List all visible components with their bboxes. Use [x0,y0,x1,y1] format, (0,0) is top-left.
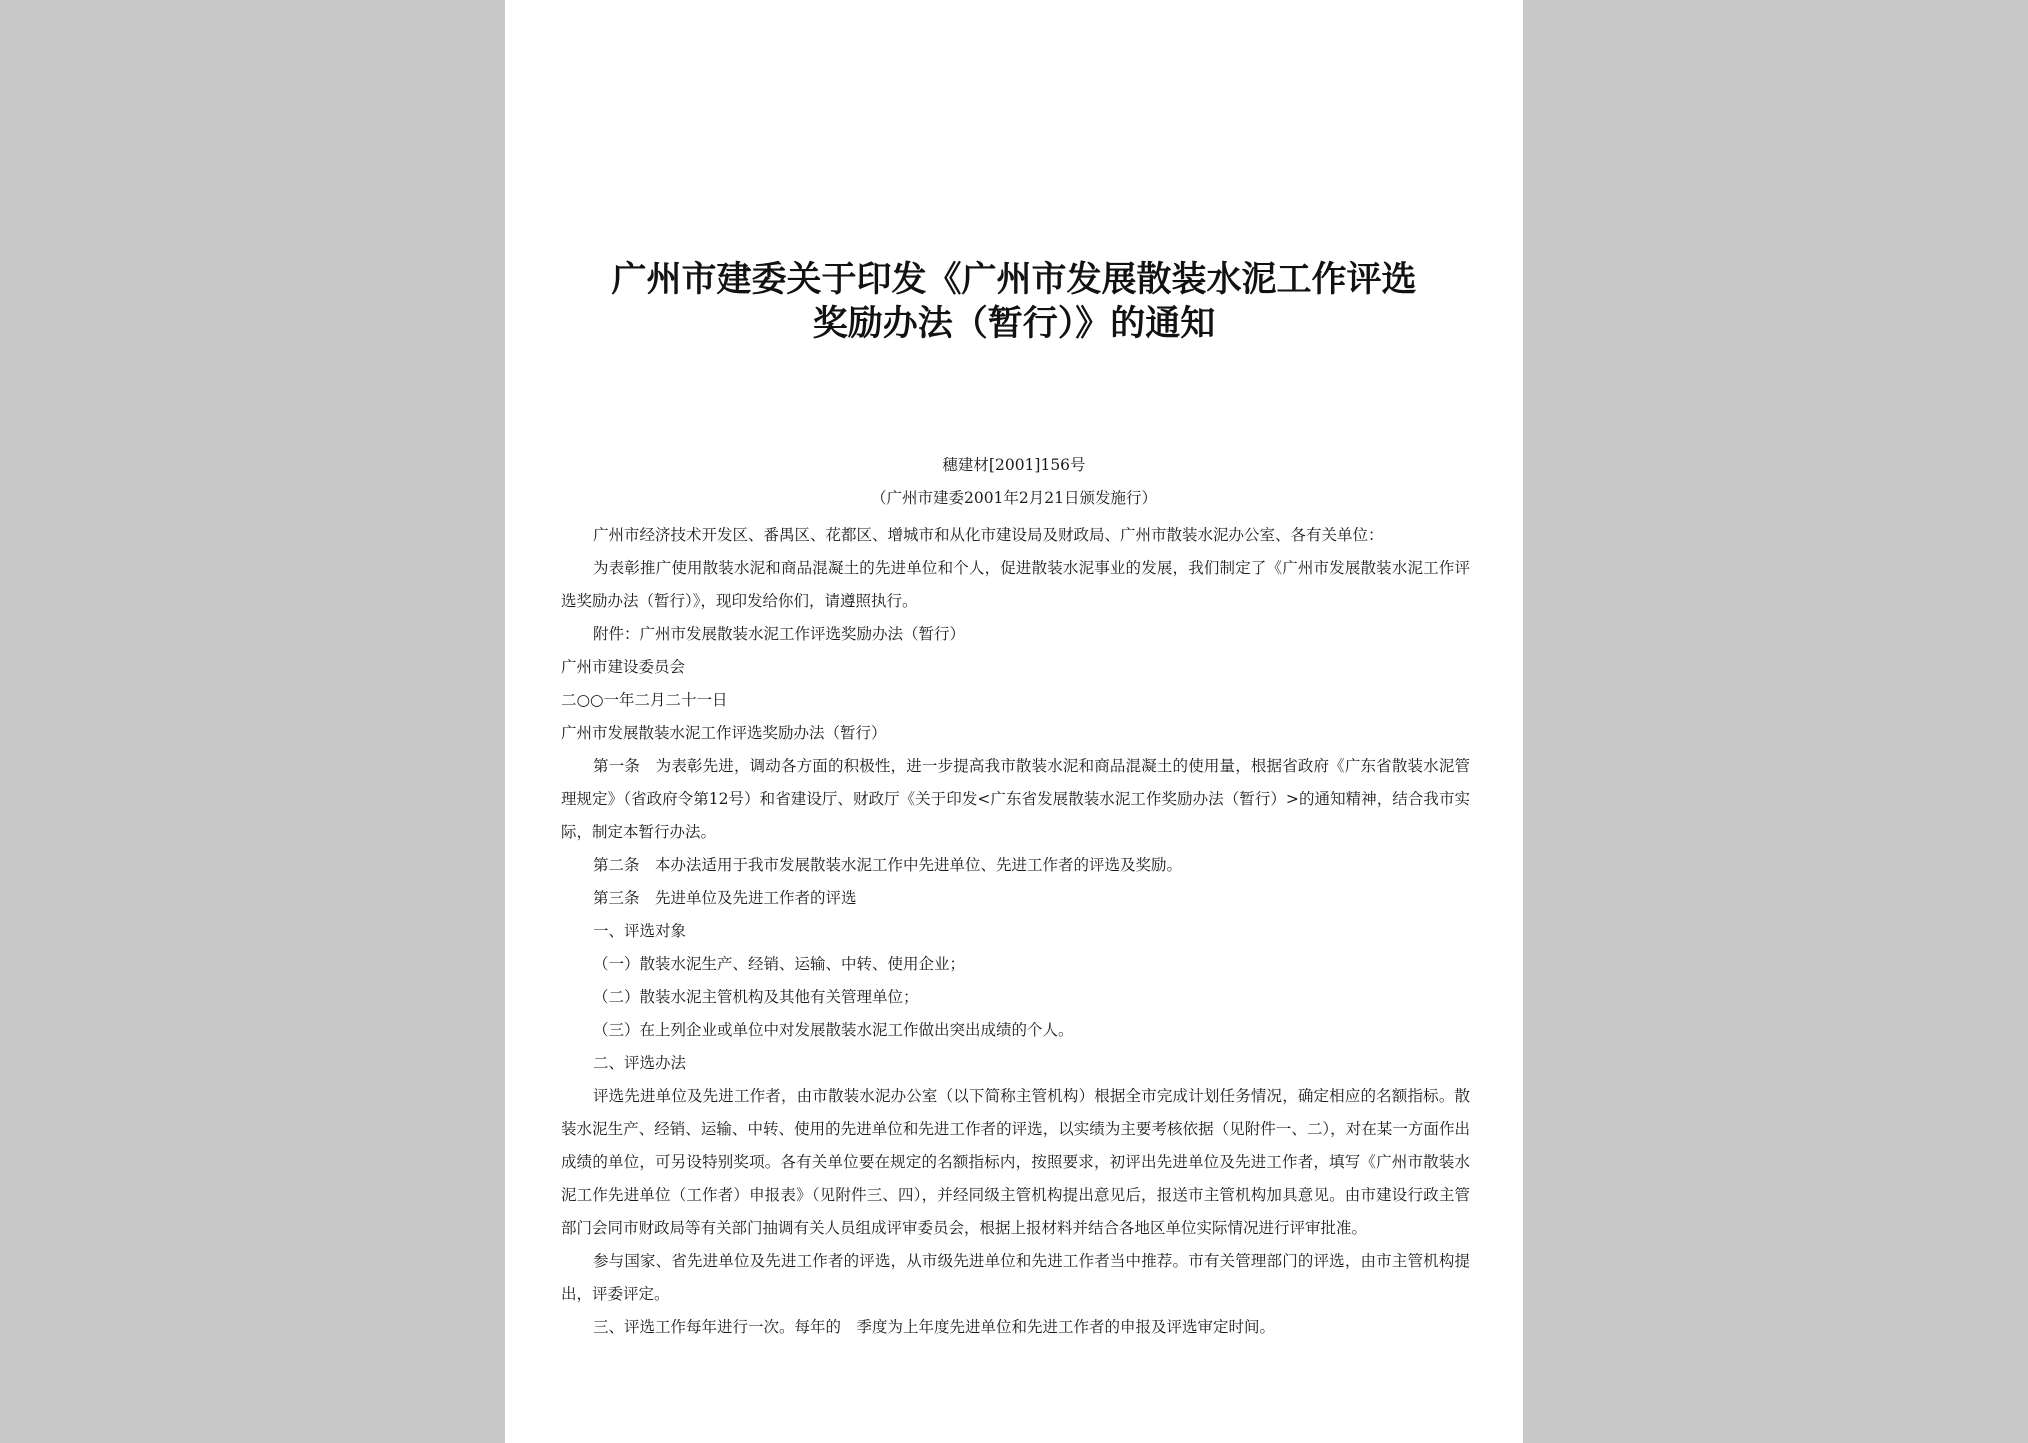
section-1-item-2: （二）散装水泥主管机构及其他有关管理单位； [593,988,919,1006]
issue-note: （广州市建委2001年2月21日颁发施行） [870,489,1158,507]
article-3: 第三条 先进单位及先进工作者的评选 [593,889,857,907]
intro-paragraph: 为表彰推广使用散装水泥和商品混凝土的先进单位和个人，促进散装水泥事业的发展，我们制定了《广州市发展散装水泥工作评选奖励办法（暂行）》，现印发给你们，请遵照执行。 [561,559,1470,610]
article-1: 第一条 为表彰先进，调动各方面的积极性，进一步提高我市散装水泥和商品混凝土的使用量，根据省政府《广东省散装水泥管理规定》（省政府令第12号）和省建设厅、财政厅《关于印发<广东省发展散装水泥工作奖励办法（暂行）>的通知精神，结合我市实际，制定本暂行办法。 [561,757,1470,841]
document-title [505,258,1523,346]
regulation-title: 广州市发展散装水泥工作评选奖励办法（暂行） [561,724,887,742]
document-body [561,519,1470,1344]
article-2: 第二条 本办法适用于我市发展散装水泥工作中先进单位、先进工作者的评选及奖励。 [593,856,1183,874]
section-2-paragraph-1: 评选先进单位及先进工作者，由市散装水泥办公室（以下简称主管机构）根据全市完成计划任务情况，确定相应的名额指标。散装水泥生产、经销、运输、中转、使用的先进单位和先进工作者的评选，以实绩为主要考核依据（见附件一、二），对在某一方面作出成绩的单位，可另设特别奖项。各有关单位要在规定的名额指标内，按照要求，初评出先进单位及先进工作者，填写《广州市散装水泥工作先进单位（工作者）申报表》（见附件三、四），并经同级主管机构提出意见后，报送市主管机构加具意见。由市建设行政主管部门会同市财政局等有关部门抽调有关人员组成评审委员会，根据上报材料并结合各地区单位实际情况进行评审批准。 [561,1087,1470,1237]
document-number: 穗建材[2001]156号 [942,456,1086,474]
section-2-heading: 二、评选办法 [593,1054,687,1072]
title-line-2: 奖励办法（暂行）》的通知 [812,304,1216,344]
signatory: 广州市建设委员会 [561,658,686,676]
attachment-line: 附件：广州市发展散装水泥工作评选奖励办法（暂行） [593,625,966,643]
document-page [505,0,1523,1443]
section-1-item-1: （一）散装水泥生产、经销、运输、中转、使用企业； [593,955,966,973]
addressees: 广州市经济技术开发区、番禺区、花都区、增城市和从化市建设局及财政局、广州市散装水泥办公室、各有关单位： [593,526,1384,544]
sign-date: 二○○一年二月二十一日 [561,691,728,709]
section-3-heading: 三、评选工作每年进行一次。每年的 季度为上年度先进单位和先进工作者的申报及评选审定时间。 [593,1318,1276,1336]
title-line-1: 广州市建委关于印发《广州市发展散装水泥工作评选 [611,260,1417,300]
section-1-heading: 一、评选对象 [593,922,687,940]
section-1-item-3: （三）在上列企业或单位中对发展散装水泥工作做出突出成绩的个人。 [593,1021,1074,1039]
section-2-paragraph-2: 参与国家、省先进单位及先进工作者的评选，从市级先进单位和先进工作者当中推荐。市有关管理部门的评选，由市主管机构提出，评委评定。 [561,1252,1470,1303]
